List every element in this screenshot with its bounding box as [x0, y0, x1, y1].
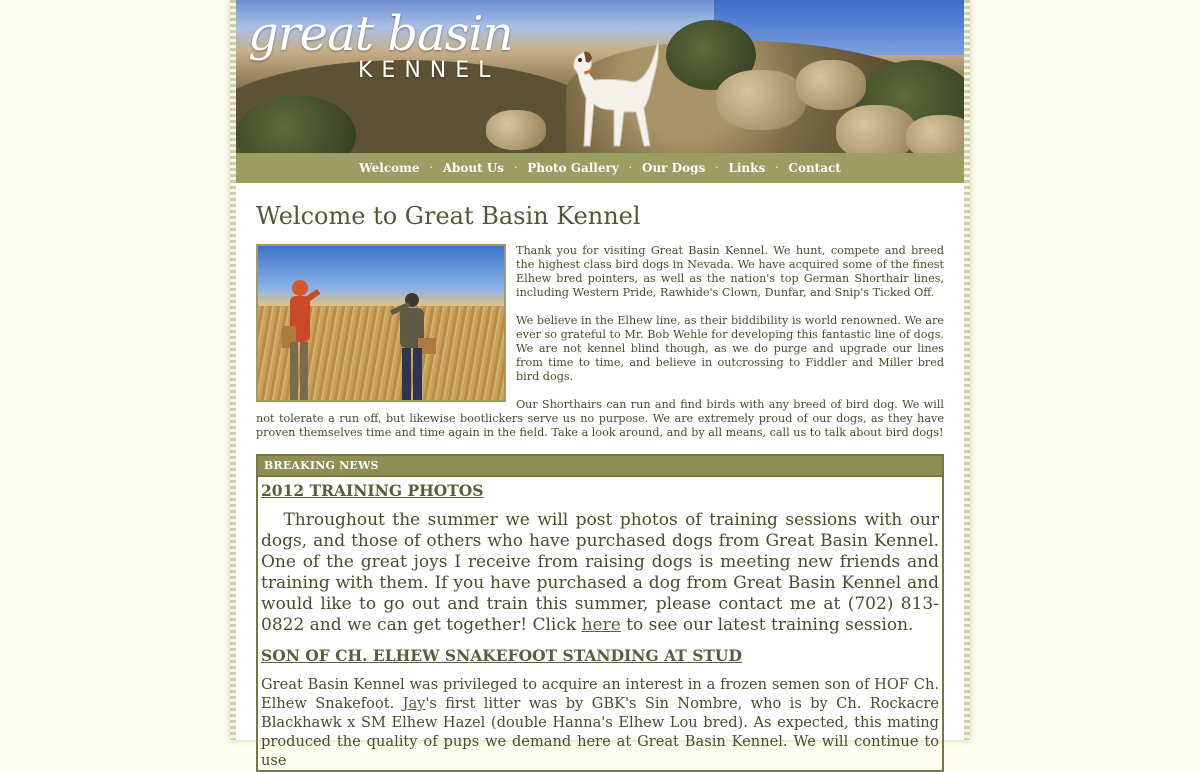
news-text-segment: Throughout the summer we will post photos of training sessions with our dogs, and those of others who have purchased dogs from Great Basin Kennel. One of the great joys I receive from raising dogs is meeting new friends and training with them. If you have purchased a dog from Great Basin Kennel and would like to go out and train this summer, please contact me at (702) 813-0822 and we can get together! Click [261, 510, 939, 635]
banner-rock [796, 60, 866, 110]
page-title: Welcome to Great Basin Kennel [256, 202, 641, 230]
nav-about-us[interactable]: About Us [442, 161, 505, 175]
breaking-news-header: BREAKING NEWS [258, 456, 942, 477]
nav-our-dogs[interactable]: Our Dogs [641, 161, 706, 175]
main-navigation [236, 153, 964, 183]
decorative-border-right [964, 0, 970, 740]
banner-rock [716, 70, 806, 130]
nav-separator: · [775, 162, 779, 174]
nav-contact[interactable]: Contact [788, 161, 841, 175]
page-frame [230, 0, 970, 769]
site-logo[interactable] [248, 8, 512, 82]
intro-paragraph: We believe in the Elhew line, as their biddibility is world renowned. We are ever so grateful to Mr. Bob Wehle for developing this fantastic line of dogs. We are not kennel blind though, as we do purge and upgrade our lines from time to time, and believe in outcrossing to Fiddler and Miller bred bird dogs. [516, 314, 944, 383]
nav-links[interactable]: Links [728, 161, 766, 175]
news-title-training-photos: 2012 TRAINING PHOTOS [261, 481, 484, 500]
nav-welcome[interactable]: Welcome [359, 161, 420, 175]
nav-separator: · [715, 162, 719, 174]
nav-separator: · [628, 162, 632, 174]
intro-paragraph: Our Shorthairs can run and find birds with any breed of bird dog. We will not tolerate a run off, but likewise bootlickers serve us no purpose. We are extremely proud of our dogs, as they have proven themselves time and time again in the field. Take a look around, and by all means, call us to talk about bird dogs! [256, 398, 944, 439]
nav-separator: · [514, 162, 518, 174]
banner-rock [486, 110, 546, 150]
main-content [256, 200, 944, 772]
breaking-news-box [256, 454, 944, 772]
jay-link[interactable]: Jay [402, 695, 426, 712]
intro-section [256, 244, 944, 440]
breaking-news-body [258, 477, 942, 770]
training-session-link[interactable]: here [581, 615, 621, 635]
logo-subtitle: KENNEL [358, 58, 500, 83]
banner-rock [836, 105, 916, 153]
nav-separator: · [429, 162, 433, 174]
news-text-segment: 's first litter was by GBK's Sin Nombre, who is by Ch. Rockacre Blackhawk x SM Elhew Hazel (double Hanna's Elhew Lou bred). As expected, this mating produced the quality of pups we demand here at Great Basin Kennel. We will continue to use [261, 695, 939, 769]
news-text-stud [261, 675, 939, 770]
logo-title: great basin [248, 6, 513, 62]
news-text-segment: to see our latest training session. [620, 615, 914, 635]
hunter-figure [278, 276, 320, 400]
nav-photo-gallery[interactable]: Photo Gallery [527, 161, 619, 175]
news-title-stud: SON OF CH. ELHEW SNAKEFOOT STANDING AT STUD [261, 646, 742, 665]
hunters-photo [256, 244, 506, 402]
banner-rock [906, 115, 964, 153]
news-text-training [261, 510, 939, 636]
intro-paragraph: Thank you for visiting Great Basin Kennel. We hunt, compete and breed the highest class bird dogs in Nevada. We have acquired some of the finest Elhew bred pointers, as well as the nation's top German Shorthair lines, including Western Pride, Rawhide's Clown, Dunfar, and Snip's Ticked Off. [516, 244, 944, 299]
header-banner [236, 0, 964, 153]
news-text-segment: Great Basin Kennel was privileged to acquire an interest in a frozen semen son of HOF Ch. Elhew Snakefoot. [261, 676, 939, 712]
pointer-dog-image [554, 38, 664, 148]
hunter-figure [390, 292, 438, 400]
